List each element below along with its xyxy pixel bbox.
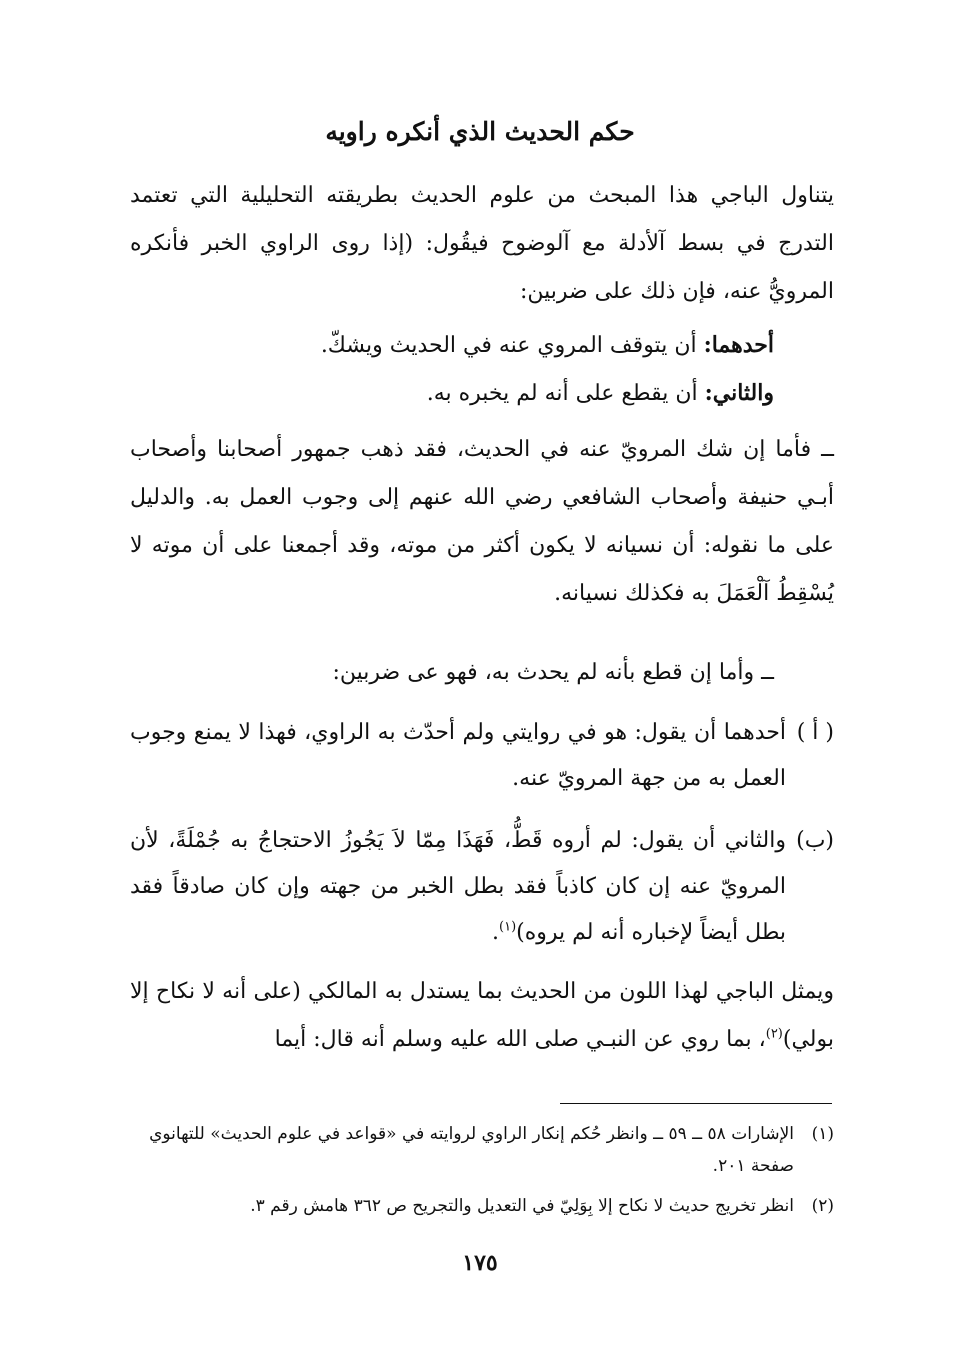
list-item-a [130, 710, 834, 802]
example-text-1: ويمثل الباجي لهذا اللون من الحديث بما يستدل به المالكي (على أنه لا نكاح إلا بولي) [130, 979, 834, 1052]
doubt-paragraph: ــ فأما إن شك المرويّ عنه في الحديث، فقد ذهب جمهور أصحابنا وأصحاب أبـي حنيفة وأصحاب الشافعي رضي الله عنهم إلى وجوب العمل به. والدليل على ما نقوله: أن نسيانه لا يكون أكثر من موته، وقد أجمعنا على أن موته لا يُسْقِطُ آلْعَمَلَ به فكذلك نسيانه. [130, 437, 834, 606]
list-text-b-end: . [492, 920, 500, 945]
section-title: حكم الحديث الذي أنكره راويه [325, 117, 635, 146]
second-type-label: والثاني: [704, 380, 774, 406]
certain-paragraph: ــ وأما إن قطع بأنه لم يحدث به، فهو عى ضربين: [332, 660, 774, 685]
footnote-2-text: انظر تخريج حديث لا نكاح إلا بِوَلِيّ في التعديل والتجريح ص ٣٦٢ هامش رقم ٣. [250, 1196, 794, 1216]
list-text-b: والثاني أن يقول: لم أروه قَطُّ، فَهَذَا مِمّا لاَ يَجُوزُ الاحتجاجُ به جُمْلَةً، لأن المرويّ عنه إن كان كاذباً فقد بطل الخبر من جهته وإن كان صادقاً فقد بطل أيضاً لإخباره أنه لم يروه) [130, 828, 786, 945]
footnote-2-marker: (٢) [811, 1196, 834, 1216]
list-text-a: أحدهما أن يقول: هو في روايتي ولم أحدّث به الراوي، فهذا لا يمنع وجوب العمل به من جهة المرويّ عنه. [130, 720, 786, 791]
second-type-text: أن يقطع على أنه لم يخبره به. [426, 381, 698, 406]
first-type-label: أحدهما: [703, 332, 774, 358]
footnote-1 [130, 1118, 834, 1182]
intro-paragraph: يتناول الباجي هذا المبحث من علوم الحديث بطريقته التحليلية التي تعتمد التدرج في بسط آلأدلة مع آلوضوح فيقُول: (إذا روى الراوي الخبر فأنكره المرويُّ عنه، فإن ذلك على ضربين: [130, 183, 834, 304]
list-marker-b: (ب) [796, 828, 834, 853]
list-text-b-container [130, 818, 786, 956]
footnote-1-marker: (١) [811, 1124, 834, 1144]
first-type-line [130, 322, 774, 369]
footnote-1-text: الإشارات ٥٨ ــ ٥٩ ــ وانظر حُكم إنكار الراوي لروايته في «قواعد في علوم الحديث» للتهانوي صفحة ٢٠١. [149, 1124, 794, 1176]
page-number: ١٧٥ [462, 1250, 498, 1276]
second-type-line [130, 370, 774, 417]
list-marker-a: ( أ ) [796, 720, 834, 745]
footnote-ref-1: (١) [499, 919, 517, 935]
footnote-2 [130, 1190, 834, 1222]
example-paragraph [130, 968, 834, 1064]
footnote-ref-2: (٢) [765, 1026, 783, 1042]
example-text-2: ، بما روي عن النبـي صلى الله عليه وسلم أنه قال: أيما [274, 1027, 766, 1052]
list-item-b [130, 818, 834, 956]
first-type-text: أن يتوقف المروي عنه في الحديث ويشكّ. [320, 333, 697, 358]
footnote-separator [560, 1103, 832, 1104]
